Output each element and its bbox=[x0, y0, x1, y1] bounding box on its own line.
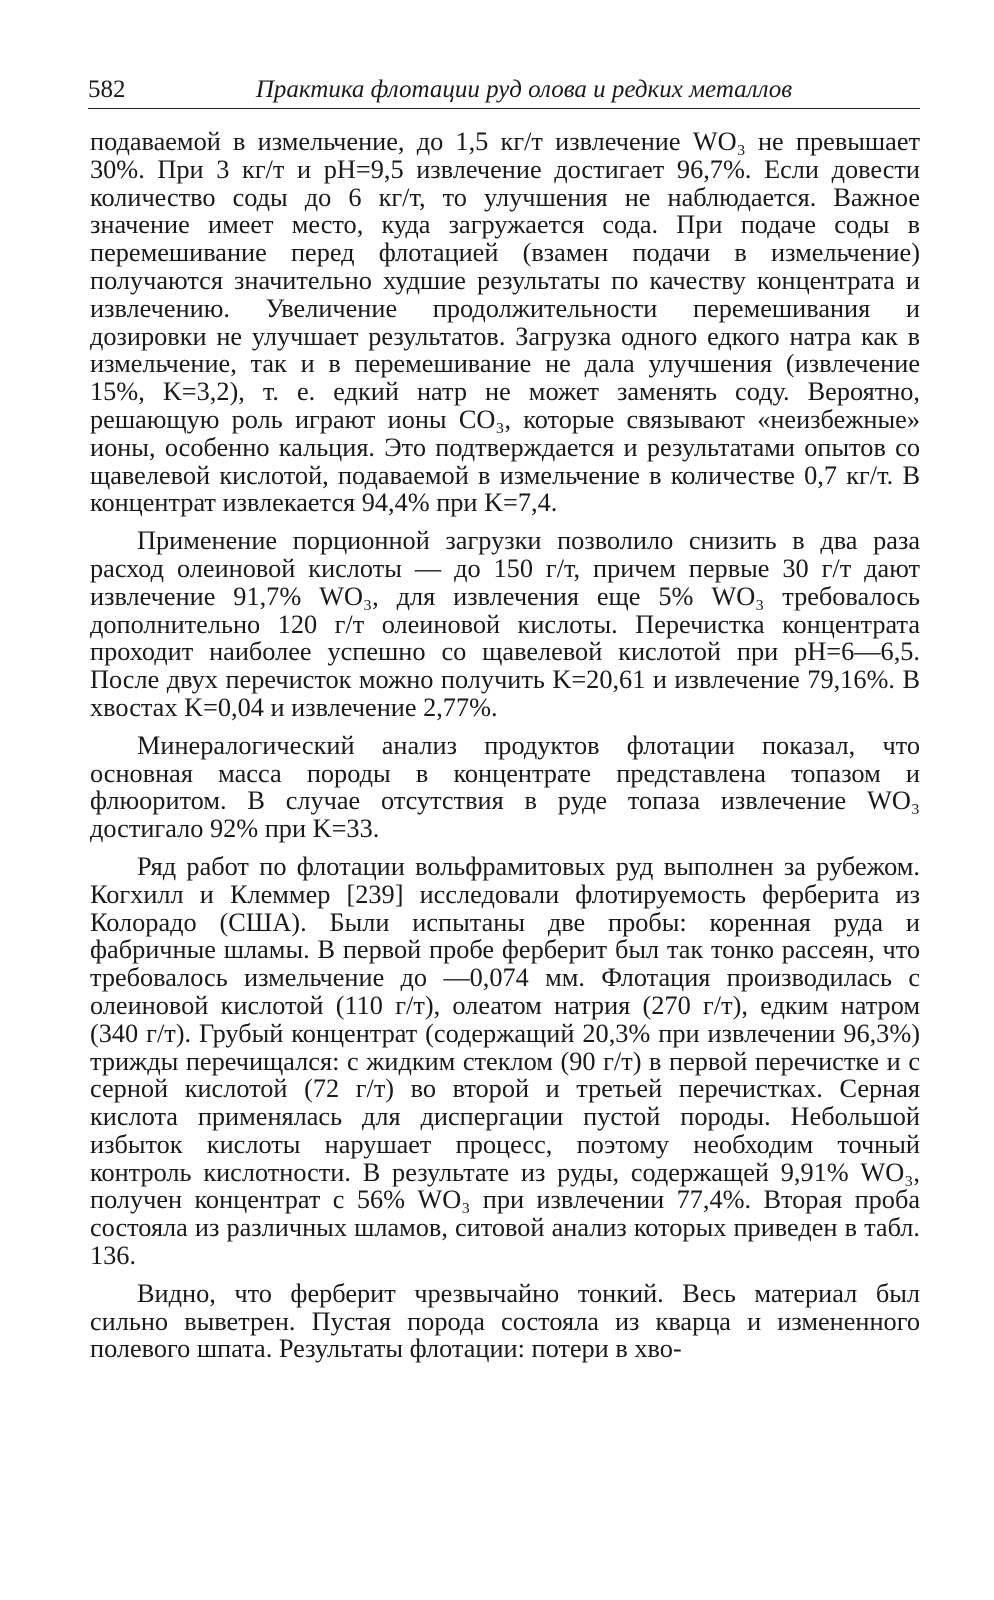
running-title: Практика флотации руд олова и редких металлов bbox=[255, 76, 793, 103]
paragraph-2: Применение порционной загрузки позволило снизить в два раза расход олеиновой кислоты — до 150 г/т, причем первые 30 г/т дают извлечение 91,7% WO₃, для извлечения еще 5% WO₃ требовалось дополнительно 120 г/т олеиновой кислоты. Перечистка концентрата проходит наиболее успешно со щавелевой кислотой при pH=6—6,5. После двух перечисток можно получить K=20,61 и извлечение 79,16%. В хвостах K=0,04 и извлечение 2,77%. bbox=[90, 526, 920, 722]
header-rule bbox=[88, 108, 920, 109]
paragraph-4: Ряд работ по флотации вольфрамитовых руд выполнен за рубежом. Когхилл и Клеммер [239] исследовали флотируемость ферберита из Колорадо (США). Были испытаны две пробы: коренная руда и фабричные шламы. В первой пробе ферберит был так тонко рассеян, что требовалось измельчение до —0,074 мм. Флотация производилась с олеиновой кислотой (110 г/т), олеатом натрия (270 г/т), едким натром (340 г/т). Грубый концентрат (содержащий 20,3% при извлечении 96,3%) трижды перечищался: с жидким стеклом (90 г/т) в первой перечистке и с серной кислотой (72 г/т) во второй и третьей перечистках. Серная кислота применялась для диспергации пустой породы. Небольшой избыток кислоты нарушает процесс, поэтому необходим точный контроль кислотности. В результате из руды, содержащей 9,91% WO₃, получен концентрат с 56% WO₃ при извлечении 77,4%. Вторая проба состояла из различных шламов, ситовой анализ которых приведен в табл. 136. bbox=[90, 851, 920, 1271]
body-text bbox=[90, 128, 920, 1363]
paragraph-3: Минералогический анализ продуктов флотации показал, что основная масса породы в концентрате представлена топазом и флюоритом. В случае отсутствия в руде топаза извлечение WO₃ достигало 92% при K=33. bbox=[90, 730, 920, 844]
page-number: 582 bbox=[88, 76, 126, 103]
paragraph-5: Видно, что ферберит чрезвычайно тонкий. Весь материал был сильно выветрен. Пустая порода состояла из кварца и измененного полевого шпата. Результаты флотации: потери в хво- bbox=[90, 1278, 920, 1364]
page-header bbox=[88, 72, 920, 112]
paragraph-1: подаваемой в измельчение, до 1,5 кг/т извлечение WO₃ не превышает 30%. При 3 кг/т и pH=9,5 извлечение достигает 96,7%. Если довести количество соды до 6 кг/т, то улучшения не наблюдается. Важное значение имеет место, куда загружается сода. При подаче соды в перемешивание перед флотацией (взамен подачи в измельчение) получаются значительно худшие результаты по качеству концентрата и извлечению. Увеличение продолжительности перемешивания и дозировки не улучшает результатов. Загрузка одного едкого натра как в измельчение, так и в перемешивание не дала улучшения (извлечение 15%, K=3,2), т. е. едкий натр не может заменять соду. Вероятно, решающую роль играют ионы CO₃, которые связывают «неизбежные» ионы, особенно кальция. Это подтверждается и результатами опытов со щавелевой кислотой, подаваемой в измельчение в количестве 0,7 кг/т. В концентрат извлекается 94,4% при K=7,4. bbox=[90, 127, 920, 518]
